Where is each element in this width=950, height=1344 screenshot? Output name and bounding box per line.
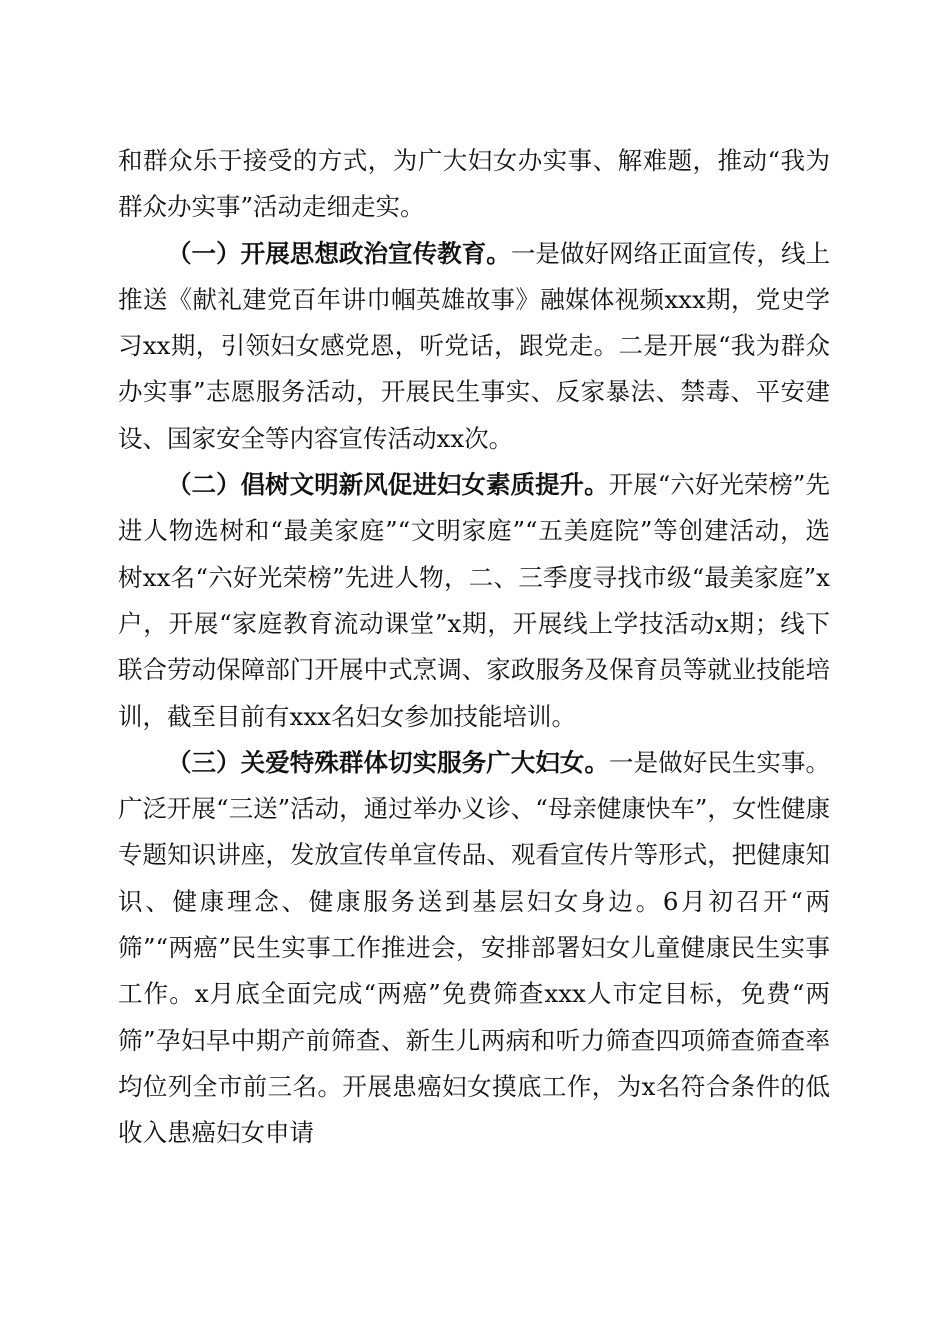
section-heading: （一）开展思想政治宣传教育。	[167, 238, 511, 268]
paragraph-text: 一是做好民生实事。广泛开展“三送”活动，通过举办义诊、“母亲健康快车”，女性健康专题知识讲座，发放宣传单宣传品、观看宣传片等形式，把健康知识、健康理念、健康服务送到基层妇女身边。6月初召开“两筛”“两癌”民生实事工作推进会，安排部署妇女儿童健康民生实事工作。x月底全面完成“两癌”免费筛查xxx人市定目标，免费“两筛”孕妇早中期产前筛查、新生儿两病和听力筛查四项筛查筛查率均位列全市前三名。开展患癌妇女摸底工作，为x名符合条件的低收入患癌妇女申请	[118, 747, 831, 1148]
section-heading: （三）关爱特殊群体切实服务广大妇女。	[167, 747, 610, 777]
paragraph-section-1	[118, 231, 830, 462]
paragraph-text: 和群众乐于接受的方式，为广大妇女办实事、解难题，推动“我为群众办实事”活动走细走实。	[118, 146, 830, 222]
paragraph-section-3	[118, 740, 830, 1157]
document-body	[118, 138, 830, 1157]
paragraph-text: 一是做好网络正面宣传，线上推送《献礼建党百年讲巾帼英雄故事》融媒体视频xxx期，党史学习xx期，引领妇女感党恩，听党话，跟党走。二是开展“我为群众办实事”志愿服务活动，开展民生事实、反家暴法、禁毒、平安建设、国家安全等内容宣传活动xx次。	[118, 238, 831, 453]
paragraph-intro-continued	[118, 138, 830, 231]
paragraph-text: 开展“六好光荣榜”先进人物选树和“最美家庭”“文明家庭”“五美庭院”等创建活动，选树xx名“六好光荣榜”先进人物，二、三季度寻找市级“最美家庭”x户，开展“家庭教育流动课堂”x期，开展线上学技活动x期；线下联合劳动保障部门开展中式烹调、家政服务及保育员等就业技能培训，截至目前有xxx名妇女参加技能培训。	[118, 470, 830, 731]
paragraph-section-2	[118, 462, 830, 740]
section-heading: （二）倡树文明新风促进妇女素质提升。	[167, 470, 609, 500]
